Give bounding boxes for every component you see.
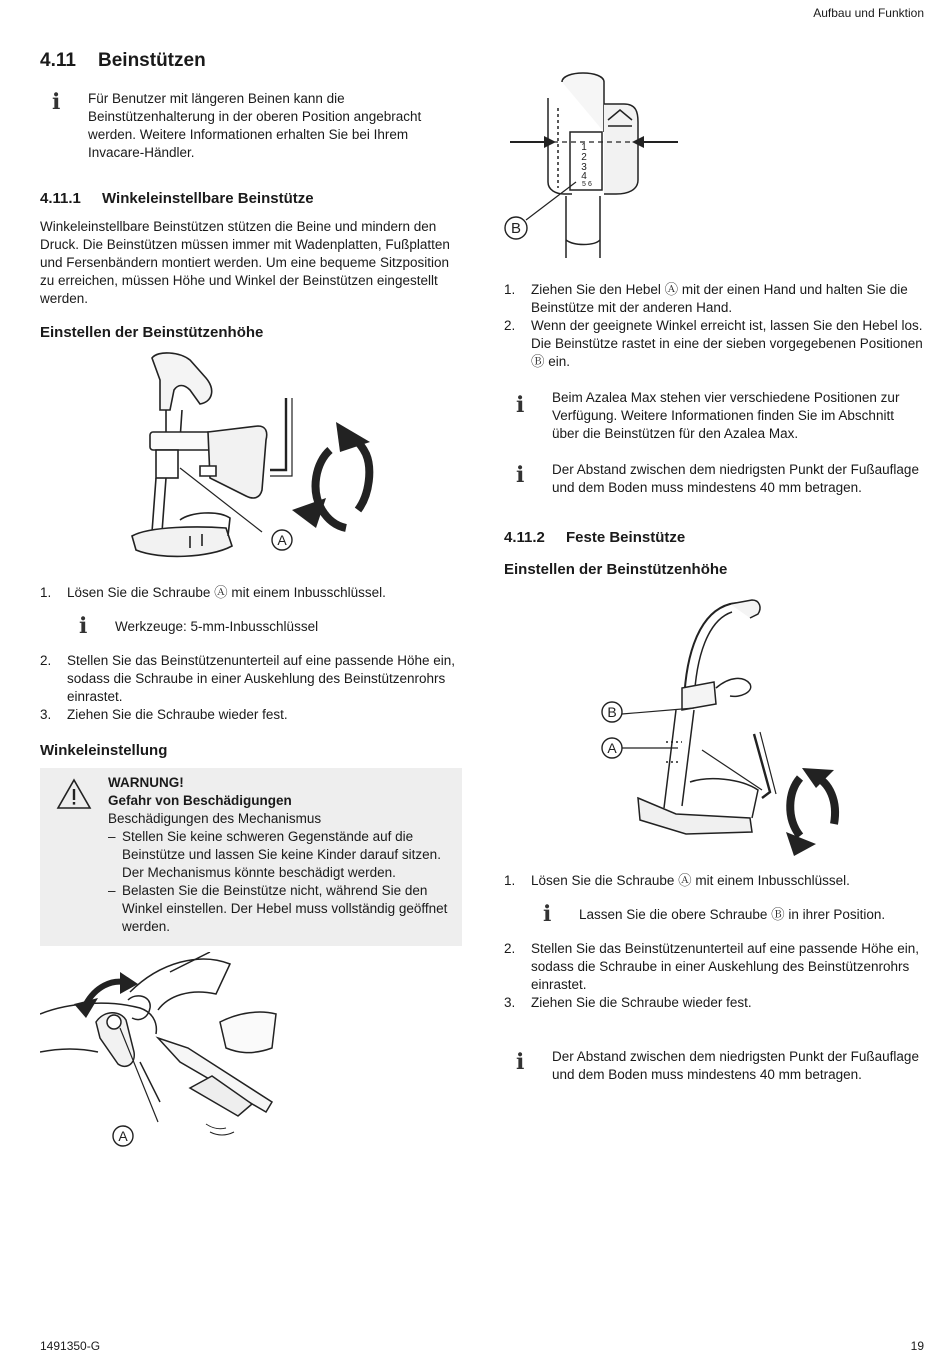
step-text: Lösen Sie die Schraube Ⓐ mit einem Inbusschlüssel. (531, 873, 850, 888)
note-text: Der Abstand zwischen dem niedrigsten Punkt der Fußauflage und dem Boden muss mindestens 40 mm betragen. (552, 1049, 919, 1082)
note-text: Für Benutzer mit längeren Beinen kann die Beinstützenhalterung in der oberen Position angebracht werden. Weitere Informationen erhalten Sie bei Ihrem Invacare-Händler. (88, 91, 422, 160)
step-item (40, 584, 462, 602)
info-icon: ℹ (52, 90, 61, 115)
section-title: Feste Beinstütze (566, 529, 686, 546)
step-text: Ziehen Sie die Schraube wieder fest. (67, 707, 288, 722)
warning-subtitle: Gefahr von Beschädigungen (108, 793, 292, 808)
warning-item: – Belasten Sie die Beinstütze nicht, während Sie den Winkel einstellen. Der Hebel muss vollständig geöffnet werden. (108, 883, 448, 934)
scale-mark: 5 (582, 181, 586, 188)
info-note-distance-fixed (504, 1048, 928, 1084)
info-icon: ℹ (516, 393, 525, 418)
scale-mark: 4 (581, 171, 587, 182)
step-item (504, 872, 928, 890)
scale-mark: 1 (581, 142, 587, 153)
right-column-upper (504, 281, 928, 587)
note-text: Lassen Sie die obere Schraube Ⓑ in ihrer Position. (579, 907, 886, 922)
step-text: Stellen Sie das Beinstützenunterteil auf eine passende Höhe ein, sodass die Schraube in einer Auskehlung des Beinstützenrohrs einrastet. (531, 941, 920, 992)
step-number: 1. (40, 585, 52, 600)
step-number: 1. (504, 282, 516, 297)
scale-mark: 6 (588, 181, 592, 188)
right-column-lower (504, 872, 928, 1084)
note-text: Werkzeuge: 5-mm-Inbusschlüssel (115, 619, 319, 634)
step-text: Lösen Sie die Schraube Ⓐ mit einem Inbusschlüssel. (67, 585, 386, 600)
left-column (40, 52, 462, 1152)
figure-label-b: B (607, 704, 617, 720)
warning-item: – Stellen Sie keine schweren Gegenstände auf die Beinstütze und lassen Sie keine Kinder darauf sitzen. Der Mechanismus könnte beschädigt werden. (108, 829, 441, 880)
step-text: Ziehen Sie die Schraube wieder fest. (531, 995, 752, 1010)
step-number: 2. (40, 653, 52, 668)
step-number: 3. (40, 707, 52, 722)
info-icon: ℹ (543, 902, 552, 927)
info-note-distance (504, 461, 928, 497)
step-number: 2. (504, 318, 516, 333)
scale-mark: 3 (581, 162, 587, 173)
section-number: 4.11.2 (504, 529, 545, 546)
info-icon: ℹ (516, 463, 525, 488)
section-title: Winkeleinstellbare Beinstütze (102, 190, 314, 207)
document-number: 1491350-G (40, 1339, 101, 1353)
figure-label-b: B (510, 220, 522, 237)
step-number: 1. (504, 873, 516, 888)
height-steps-1 (40, 584, 462, 602)
step-item (40, 706, 462, 724)
fixed-steps-1 (504, 872, 928, 890)
info-note-tools (67, 614, 462, 639)
step-text: Stellen Sie das Beinstützenunterteil auf eine passende Höhe ein, sodass die Schraube in einer Auskehlung des Beinstützenrohrs einrastet. (67, 653, 456, 704)
subheading-fixed-height: Einstellen der Beinstützenhöhe (504, 561, 728, 578)
step-item (40, 652, 462, 706)
figure-angle-lever (504, 68, 684, 268)
section-title: Beinstützen (98, 50, 206, 71)
figure-fixed-legrest (590, 592, 870, 860)
figure-label-a: A (118, 1128, 128, 1144)
section-heading-4-11 (40, 52, 462, 70)
warning-triangle-icon (56, 778, 92, 810)
step-number: 3. (504, 995, 516, 1010)
step-text: Wenn der geeignete Winkel erreicht ist, lassen Sie den Hebel los. Die Beinstütze rastet in eine der sieben vorgegebenen Positionen Ⓑ ein. (531, 318, 923, 369)
section-number: 4.11.1 (40, 190, 81, 207)
height-steps-2 (40, 652, 462, 724)
info-note-longer-legs (40, 90, 462, 162)
info-note-upper-screw (531, 902, 928, 927)
angle-steps (504, 281, 928, 371)
figure-angle-adjustment (40, 952, 462, 1152)
figure-label-a: A (277, 532, 287, 548)
step-text: Ziehen Sie den Hebel Ⓐ mit der einen Hand und halten Sie die Beinstütze mit der anderen Hand. (531, 282, 908, 315)
note-text: Beim Azalea Max stehen vier verschiedene Positionen zur Verfügung. Weitere Informationen finden Sie im Abschnitt über die Beinstützen für den Azalea Max. (552, 390, 900, 441)
warning-title: WARNUNG! (108, 775, 184, 790)
subheading-height: Einstellen der Beinstützenhöhe (40, 324, 264, 341)
warning-list (108, 828, 447, 936)
scale-mark: 2 (581, 152, 587, 163)
fixed-steps-2 (504, 940, 928, 1012)
intro-paragraph: Winkeleinstellbare Beinstützen stützen die Beine und mindern den Druck. Die Beinstützen müssen immer mit Wadenplatten, Fußplatten und Fersenbändern montiert werden. Um eine bequeme Sitzposition zu erreichen, müssen Höhe und Winkel der Beinstützen eingestellt werden. (40, 219, 450, 306)
running-header: Aufbau und Funktion (813, 6, 924, 20)
warning-content (108, 774, 447, 936)
step-item (504, 317, 928, 371)
info-note-azalea (504, 389, 928, 443)
info-icon: ℹ (516, 1050, 525, 1075)
note-text: Der Abstand zwischen dem niedrigsten Punkt der Fußauflage und dem Boden muss mindestens 40 mm betragen. (552, 462, 919, 495)
section-heading-4-11-2 (504, 529, 928, 547)
step-item (504, 940, 928, 994)
warning-text: Beschädigungen des Mechanismus (108, 811, 322, 826)
step-item (504, 994, 928, 1012)
subheading-angle: Winkeleinstellung (40, 742, 168, 759)
page-number: 19 (910, 1339, 924, 1353)
section-number: 4.11 (40, 50, 76, 71)
info-icon: ℹ (79, 614, 88, 639)
figure-label-a: A (607, 740, 617, 756)
section-heading-4-11-1 (40, 190, 462, 208)
step-item (504, 281, 928, 317)
figure-height-adjustment (40, 350, 462, 580)
warning-box (40, 768, 462, 946)
step-number: 2. (504, 941, 516, 956)
